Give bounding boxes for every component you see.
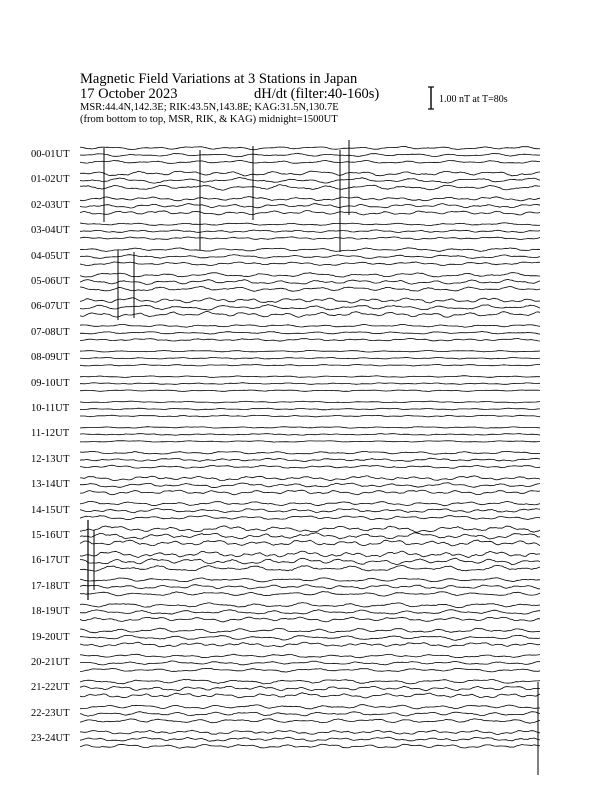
trace-msr: [80, 401, 540, 403]
trace-msr: [80, 628, 540, 633]
chart-quantity: dH/dt (filter:40-160s): [254, 86, 380, 102]
hour-label: 00-01UT: [31, 149, 70, 160]
trace-kag: [80, 441, 540, 442]
hour-label: 18-19UT: [31, 606, 70, 618]
trace-msr: [80, 501, 540, 505]
trace-msr: [80, 376, 540, 378]
trace-kag: [80, 390, 540, 391]
hour-label: 06-07UT: [31, 301, 70, 313]
station-list: MSR:44.4N,142.3E; RIK:43.5N,143.8E; KAG:31.5N,130.7E: [80, 102, 339, 113]
trace-rik: [80, 408, 540, 410]
trace-rik: [80, 558, 540, 565]
hour-label: 22-23UT: [31, 707, 70, 719]
trace-kag: [80, 237, 540, 240]
trace-kag: [80, 565, 540, 571]
trace-msr: [80, 526, 540, 532]
hour-label: 09-10UT: [31, 377, 70, 389]
trace-kag: [80, 465, 540, 468]
hour-label: 14-15UT: [31, 504, 70, 516]
hour-label: 07-08UT: [31, 326, 70, 338]
trace-rik: [80, 332, 540, 335]
trace-kag: [80, 490, 540, 495]
hour-label: 16-17UT: [31, 555, 70, 567]
trace-rik: [80, 533, 540, 539]
trace-kag: [80, 161, 540, 164]
hour-label: 17-18UT: [31, 580, 70, 592]
scale-label: 1.00 nT at T=80s: [439, 94, 508, 105]
trace-rik: [80, 686, 540, 691]
trace-kag: [80, 617, 540, 622]
trace-rik: [80, 585, 540, 589]
trace-msr: [80, 730, 540, 734]
trace-msr: [80, 603, 540, 608]
trace-msr: [80, 248, 540, 252]
hour-label: 20-21UT: [31, 657, 70, 668]
trace-msr: [80, 171, 540, 176]
trace-kag: [80, 364, 540, 366]
hour-label: 08-09UT: [31, 352, 70, 364]
trace-msr: [80, 427, 540, 428]
trace-kag: [80, 211, 540, 215]
trace-msr: [80, 146, 540, 149]
trace-rik: [80, 712, 540, 717]
trace-kag: [80, 592, 540, 597]
trace-kag: [80, 540, 540, 546]
trace-msr: [80, 350, 540, 352]
chart-date: 17 October 2023: [80, 86, 178, 102]
trace-msr: [80, 273, 540, 277]
trace-kag: [80, 693, 540, 698]
trace-rik: [80, 661, 540, 665]
trace-kag: [80, 339, 540, 342]
trace-rik: [80, 635, 540, 640]
trace-rik: [80, 204, 540, 208]
trace-rik: [80, 305, 540, 310]
trace-kag: [80, 744, 540, 748]
trace-rik: [80, 255, 540, 259]
trace-msr: [80, 679, 540, 684]
hour-label: 23-24UT: [31, 733, 70, 745]
trace-kag: [80, 415, 540, 417]
trace-kag: [80, 516, 540, 520]
hour-label: 05-06UT: [31, 276, 70, 287]
trace-msr: [80, 578, 540, 582]
trace-msr: [80, 705, 540, 709]
trace-rik: [80, 153, 540, 156]
hour-label: 02-03UT: [31, 199, 70, 211]
hour-label: 11-12UT: [31, 428, 70, 440]
trace-rik: [80, 178, 540, 184]
trace-rik: [80, 279, 540, 284]
chart-title: Magnetic Field Variations at 3 Stations in Japan: [80, 71, 358, 87]
hour-label: 04-05UT: [31, 250, 70, 262]
trace-rik: [80, 509, 540, 513]
hour-label: 21-22UT: [31, 682, 70, 694]
trace-kag: [80, 262, 540, 266]
hour-label: 01-02UT: [31, 174, 70, 186]
trace-kag: [80, 642, 540, 647]
trace-rik: [80, 483, 540, 488]
trace-rik: [80, 357, 540, 359]
trace-msr: [80, 451, 540, 454]
trace-msr: [80, 654, 540, 658]
trace-kag: [80, 287, 540, 292]
trace-msr: [80, 298, 540, 303]
trace-kag: [80, 668, 540, 672]
trace-msr: [80, 476, 540, 481]
hour-label: 12-13UT: [31, 453, 70, 465]
trace-rik: [80, 737, 540, 741]
station-order-note: (from bottom to top, MSR, RIK, & KAG) midnight=1500UT: [80, 114, 338, 125]
trace-msr: [80, 551, 540, 558]
trace-kag: [80, 312, 540, 318]
trace-msr: [80, 197, 540, 201]
hour-label: 19-20UT: [31, 631, 70, 643]
trace-rik: [80, 383, 540, 385]
hour-label: 13-14UT: [31, 479, 70, 491]
hour-label: 15-16UT: [31, 530, 70, 541]
trace-kag: [80, 185, 540, 191]
trace-rik: [80, 458, 540, 461]
hour-label: 10-11UT: [31, 403, 70, 414]
trace-msr: [80, 324, 540, 327]
hour-label: 03-04UT: [31, 225, 70, 237]
trace-rik: [80, 610, 540, 614]
trace-rik: [80, 434, 540, 436]
trace-rik: [80, 230, 540, 233]
trace-msr: [80, 223, 540, 226]
trace-kag: [80, 719, 540, 723]
